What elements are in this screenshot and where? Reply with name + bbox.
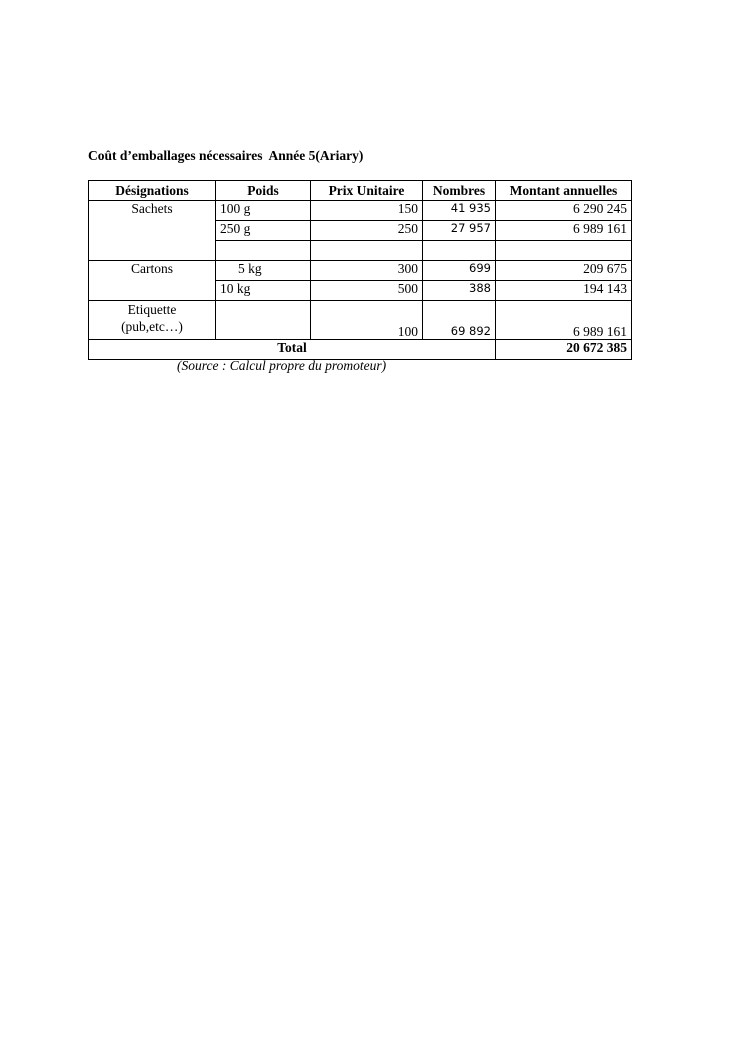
empty-cell [496, 241, 632, 261]
cell-montant: 194 143 [496, 281, 632, 301]
etiquette-label-line1: Etiquette [127, 302, 177, 317]
total-row [89, 340, 632, 360]
cell-poids: 10 kg [216, 281, 311, 301]
table-row [89, 201, 632, 221]
packaging-cost-table [88, 180, 632, 360]
cell-nombres: 388 [423, 281, 496, 301]
table-row [89, 261, 632, 281]
cell-poids: 100 g [216, 201, 311, 221]
cell-prix: 500 [311, 281, 423, 301]
cell-montant: 209 675 [496, 261, 632, 281]
table-row [89, 301, 632, 340]
designation-sachets: Sachets [89, 201, 216, 261]
cell-poids: 5 kg [216, 261, 311, 281]
cell-poids: 250 g [216, 221, 311, 241]
empty-cell [311, 241, 423, 261]
total-label: Total [89, 340, 496, 360]
total-montant: 20 672 385 [496, 340, 632, 360]
cell-montant: 6 989 161 [496, 221, 632, 241]
header-designations: Désignations [89, 181, 216, 201]
cell-prix: 150 [311, 201, 423, 221]
header-prix-unitaire: Prix Unitaire [311, 181, 423, 201]
empty-cell [216, 241, 311, 261]
designation-cartons: Cartons [89, 261, 216, 301]
cell-nombres: 41 935 [423, 201, 496, 221]
source-note: (Source : Calcul propre du promoteur) [177, 358, 387, 373]
cell-poids [216, 301, 311, 340]
empty-cell [423, 241, 496, 261]
cell-nombres: 699 [423, 261, 496, 281]
cell-prix: 250 [311, 221, 423, 241]
cell-nombres: 69 892 [423, 301, 496, 340]
designation-etiquette [89, 301, 216, 340]
cell-prix: 100 [311, 301, 423, 340]
cell-montant: 6 989 161 [496, 301, 632, 340]
header-montant: Montant annuelles [496, 181, 632, 201]
header-poids: Poids [216, 181, 311, 201]
table-title: Coût d’emballages nécessaires Année 5(Ariary) [88, 148, 364, 163]
cell-montant: 6 290 245 [496, 201, 632, 221]
cell-nombres: 27 957 [423, 221, 496, 241]
etiquette-label-line2: (pub,etc…) [121, 319, 183, 334]
header-row [89, 181, 632, 201]
header-nombres: Nombres [423, 181, 496, 201]
cell-prix: 300 [311, 261, 423, 281]
